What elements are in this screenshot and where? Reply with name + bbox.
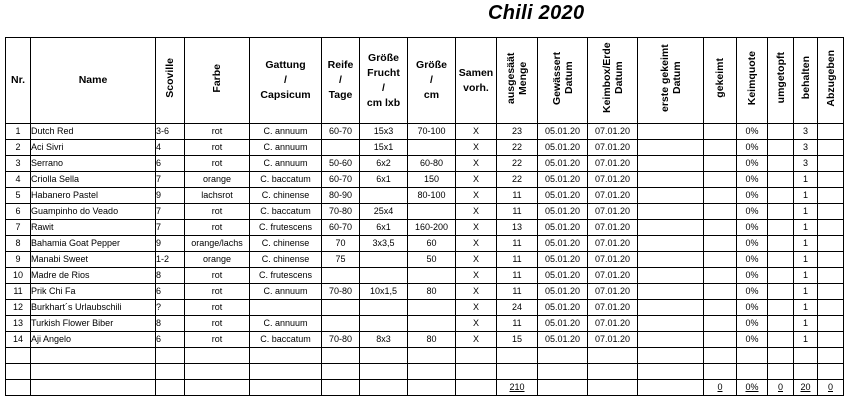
cell-umgetopft bbox=[768, 252, 794, 268]
cell-gewaessert: 05.01.20 bbox=[538, 300, 588, 316]
cell-farbe: rot bbox=[185, 220, 250, 236]
cell-name: Dutch Red bbox=[31, 124, 156, 140]
cell-gattung: C. chinense bbox=[250, 188, 322, 204]
cell-gekeimt bbox=[704, 156, 737, 172]
cell-erste-gekeimt bbox=[638, 236, 704, 252]
cell-erste-gekeimt bbox=[638, 252, 704, 268]
cell-behalten: 1 bbox=[794, 332, 818, 348]
cell-nr: 2 bbox=[6, 140, 31, 156]
header-keimquote: Keimquote bbox=[737, 38, 768, 124]
cell-gewaessert: 05.01.20 bbox=[538, 188, 588, 204]
cell-groesse bbox=[408, 300, 456, 316]
header-ausgesaet: ausgesäät Menge bbox=[497, 38, 538, 124]
cell-behalten: 3 bbox=[794, 156, 818, 172]
cell-umgetopft bbox=[768, 172, 794, 188]
cell-groesse: 70-100 bbox=[408, 124, 456, 140]
cell-farbe: rot bbox=[185, 284, 250, 300]
cell-behalten: 1 bbox=[794, 188, 818, 204]
cell-behalten: 1 bbox=[794, 252, 818, 268]
cell-abzugeben bbox=[818, 300, 844, 316]
cell-nr: 9 bbox=[6, 252, 31, 268]
cell-scoville: 3-6 bbox=[156, 124, 185, 140]
cell-samen: X bbox=[456, 172, 497, 188]
cell-samen: X bbox=[456, 236, 497, 252]
table-row bbox=[6, 140, 844, 156]
cell-groesse: 150 bbox=[408, 172, 456, 188]
cell-gattung: C. chinense bbox=[250, 252, 322, 268]
cell-keimquote: 0% bbox=[737, 300, 768, 316]
cell-behalten: 1 bbox=[794, 172, 818, 188]
cell-nr: 4 bbox=[6, 172, 31, 188]
cell-keimbox: 07.01.20 bbox=[588, 156, 638, 172]
table-row bbox=[6, 156, 844, 172]
cell-samen: X bbox=[456, 188, 497, 204]
cell-erste-gekeimt bbox=[638, 316, 704, 332]
cell-frucht: 6x1 bbox=[360, 220, 408, 236]
cell-erste-gekeimt bbox=[638, 172, 704, 188]
cell-name: Serrano bbox=[31, 156, 156, 172]
cell-umgetopft bbox=[768, 204, 794, 220]
cell-abzugeben bbox=[818, 220, 844, 236]
cell-samen: X bbox=[456, 268, 497, 284]
cell-nr: 6 bbox=[6, 204, 31, 220]
cell-gewaessert: 05.01.20 bbox=[538, 284, 588, 300]
cell-reife: 80-90 bbox=[322, 188, 360, 204]
cell-reife: 70-80 bbox=[322, 204, 360, 220]
cell-samen: X bbox=[456, 204, 497, 220]
cell-keimbox: 07.01.20 bbox=[588, 236, 638, 252]
cell-gattung: C. frutescens bbox=[250, 268, 322, 284]
header-name: Name bbox=[31, 38, 156, 124]
table-row bbox=[6, 284, 844, 300]
cell-nr: 12 bbox=[6, 300, 31, 316]
cell-gekeimt bbox=[704, 124, 737, 140]
cell-erste-gekeimt bbox=[638, 140, 704, 156]
cell-menge: 11 bbox=[497, 316, 538, 332]
cell-samen: X bbox=[456, 140, 497, 156]
cell-behalten: 1 bbox=[794, 284, 818, 300]
cell-groesse: 80-100 bbox=[408, 188, 456, 204]
cell-farbe: rot bbox=[185, 156, 250, 172]
cell-gekeimt bbox=[704, 284, 737, 300]
cell-gewaessert: 05.01.20 bbox=[538, 220, 588, 236]
header-groesse-frucht: Größe Frucht / cm lxb bbox=[360, 38, 408, 124]
cell-gattung: C. annuum bbox=[250, 124, 322, 140]
cell-gekeimt bbox=[704, 140, 737, 156]
cell-reife: 60-70 bbox=[322, 172, 360, 188]
cell-reife: 70 bbox=[322, 236, 360, 252]
cell-gattung: C. annuum bbox=[250, 284, 322, 300]
cell-nr: 3 bbox=[6, 156, 31, 172]
cell-erste-gekeimt bbox=[638, 156, 704, 172]
cell-keimbox: 07.01.20 bbox=[588, 284, 638, 300]
cell-farbe: rot bbox=[185, 204, 250, 220]
cell-abzugeben bbox=[818, 140, 844, 156]
cell-gekeimt bbox=[704, 268, 737, 284]
cell-reife: 70-80 bbox=[322, 284, 360, 300]
cell-frucht: 15x3 bbox=[360, 124, 408, 140]
cell-gekeimt bbox=[704, 300, 737, 316]
cell-gattung: C. baccatum bbox=[250, 204, 322, 220]
header-scoville: Scoville bbox=[156, 38, 185, 124]
cell-erste-gekeimt bbox=[638, 220, 704, 236]
cell-samen: X bbox=[456, 252, 497, 268]
cell-gekeimt bbox=[704, 316, 737, 332]
cell-gattung: C. baccatum bbox=[250, 172, 322, 188]
cell-gewaessert: 05.01.20 bbox=[538, 236, 588, 252]
cell-umgetopft bbox=[768, 316, 794, 332]
cell-gattung: C. frutescens bbox=[250, 220, 322, 236]
cell-frucht: 3x3,5 bbox=[360, 236, 408, 252]
cell-keimbox: 07.01.20 bbox=[588, 220, 638, 236]
cell-samen: X bbox=[456, 284, 497, 300]
cell-umgetopft bbox=[768, 140, 794, 156]
cell-keimbox: 07.01.20 bbox=[588, 188, 638, 204]
cell-erste-gekeimt bbox=[638, 268, 704, 284]
totals-row bbox=[6, 380, 844, 396]
cell-keimquote: 0% bbox=[737, 316, 768, 332]
cell-frucht: 8x3 bbox=[360, 332, 408, 348]
cell-samen: X bbox=[456, 156, 497, 172]
cell-scoville: 1-2 bbox=[156, 252, 185, 268]
header-gewaessert: Gewässert Datum bbox=[538, 38, 588, 124]
table-footer bbox=[6, 348, 844, 396]
cell-abzugeben bbox=[818, 188, 844, 204]
cell-erste-gekeimt bbox=[638, 204, 704, 220]
cell-umgetopft bbox=[768, 284, 794, 300]
cell-behalten: 1 bbox=[794, 236, 818, 252]
cell-samen: X bbox=[456, 300, 497, 316]
cell-keimbox: 07.01.20 bbox=[588, 204, 638, 220]
total-behalten: 20 bbox=[794, 380, 818, 396]
header-samen: Samen vorh. bbox=[456, 38, 497, 124]
table-row bbox=[6, 316, 844, 332]
cell-gattung: C. baccatum bbox=[250, 332, 322, 348]
cell-keimquote: 0% bbox=[737, 252, 768, 268]
cell-menge: 11 bbox=[497, 188, 538, 204]
cell-keimbox: 07.01.20 bbox=[588, 268, 638, 284]
cell-nr: 14 bbox=[6, 332, 31, 348]
cell-behalten: 1 bbox=[794, 268, 818, 284]
cell-farbe: orange bbox=[185, 252, 250, 268]
cell-abzugeben bbox=[818, 316, 844, 332]
cell-name: Guampinho do Veado bbox=[31, 204, 156, 220]
cell-keimbox: 07.01.20 bbox=[588, 172, 638, 188]
cell-keimquote: 0% bbox=[737, 332, 768, 348]
cell-scoville: 6 bbox=[156, 156, 185, 172]
cell-groesse: 60-80 bbox=[408, 156, 456, 172]
header-reife: Reife / Tage bbox=[322, 38, 360, 124]
cell-erste-gekeimt bbox=[638, 332, 704, 348]
cell-scoville: 8 bbox=[156, 316, 185, 332]
cell-umgetopft bbox=[768, 156, 794, 172]
cell-erste-gekeimt bbox=[638, 300, 704, 316]
cell-gattung: C. annuum bbox=[250, 156, 322, 172]
cell-keimquote: 0% bbox=[737, 220, 768, 236]
cell-reife: 50-60 bbox=[322, 156, 360, 172]
cell-reife bbox=[322, 316, 360, 332]
cell-farbe: rot bbox=[185, 140, 250, 156]
cell-erste-gekeimt bbox=[638, 124, 704, 140]
cell-gewaessert: 05.01.20 bbox=[538, 268, 588, 284]
cell-groesse: 80 bbox=[408, 284, 456, 300]
cell-scoville: 6 bbox=[156, 284, 185, 300]
cell-gewaessert: 05.01.20 bbox=[538, 316, 588, 332]
cell-menge: 11 bbox=[497, 284, 538, 300]
table-row bbox=[6, 124, 844, 140]
table-row bbox=[6, 252, 844, 268]
cell-menge: 22 bbox=[497, 156, 538, 172]
cell-behalten: 1 bbox=[794, 316, 818, 332]
cell-samen: X bbox=[456, 316, 497, 332]
cell-name: Madre de Rios bbox=[31, 268, 156, 284]
cell-samen: X bbox=[456, 124, 497, 140]
cell-reife bbox=[322, 140, 360, 156]
cell-name: Rawit bbox=[31, 220, 156, 236]
cell-samen: X bbox=[456, 332, 497, 348]
cell-name: Habanero Pastel bbox=[31, 188, 156, 204]
cell-farbe: rot bbox=[185, 316, 250, 332]
cell-reife: 60-70 bbox=[322, 220, 360, 236]
cell-gattung bbox=[250, 300, 322, 316]
cell-farbe: lachsrot bbox=[185, 188, 250, 204]
cell-keimbox: 07.01.20 bbox=[588, 124, 638, 140]
table-body bbox=[6, 124, 844, 348]
cell-frucht bbox=[360, 252, 408, 268]
cell-frucht: 6x2 bbox=[360, 156, 408, 172]
cell-keimbox: 07.01.20 bbox=[588, 332, 638, 348]
cell-menge: 15 bbox=[497, 332, 538, 348]
cell-scoville: ? bbox=[156, 300, 185, 316]
cell-name: Aji Angelo bbox=[31, 332, 156, 348]
cell-abzugeben bbox=[818, 172, 844, 188]
cell-groesse: 160-200 bbox=[408, 220, 456, 236]
cell-umgetopft bbox=[768, 300, 794, 316]
cell-gekeimt bbox=[704, 252, 737, 268]
cell-keimquote: 0% bbox=[737, 140, 768, 156]
cell-farbe: rot bbox=[185, 124, 250, 140]
cell-farbe: rot bbox=[185, 268, 250, 284]
total-menge: 210 bbox=[497, 380, 538, 396]
cell-menge: 22 bbox=[497, 172, 538, 188]
header-abzugeben: Abzugeben bbox=[818, 38, 844, 124]
cell-name: Criolla Sella bbox=[31, 172, 156, 188]
cell-reife bbox=[322, 300, 360, 316]
header-farbe: Farbe bbox=[185, 38, 250, 124]
cell-abzugeben bbox=[818, 204, 844, 220]
cell-keimquote: 0% bbox=[737, 268, 768, 284]
cell-groesse: 50 bbox=[408, 252, 456, 268]
cell-umgetopft bbox=[768, 188, 794, 204]
cell-reife: 75 bbox=[322, 252, 360, 268]
cell-menge: 11 bbox=[497, 268, 538, 284]
cell-menge: 24 bbox=[497, 300, 538, 316]
cell-gewaessert: 05.01.20 bbox=[538, 252, 588, 268]
cell-keimbox: 07.01.20 bbox=[588, 316, 638, 332]
cell-keimquote: 0% bbox=[737, 284, 768, 300]
table-row bbox=[6, 236, 844, 252]
header-groesse: Größe / cm bbox=[408, 38, 456, 124]
cell-nr: 13 bbox=[6, 316, 31, 332]
cell-gekeimt bbox=[704, 188, 737, 204]
cell-gewaessert: 05.01.20 bbox=[538, 332, 588, 348]
cell-scoville: 7 bbox=[156, 172, 185, 188]
cell-menge: 23 bbox=[497, 124, 538, 140]
cell-gattung: C. annuum bbox=[250, 140, 322, 156]
cell-nr: 8 bbox=[6, 236, 31, 252]
cell-frucht: 25x4 bbox=[360, 204, 408, 220]
cell-frucht bbox=[360, 300, 408, 316]
cell-groesse bbox=[408, 316, 456, 332]
cell-umgetopft bbox=[768, 236, 794, 252]
cell-farbe: rot bbox=[185, 300, 250, 316]
empty-row bbox=[6, 348, 844, 364]
cell-samen: X bbox=[456, 220, 497, 236]
cell-gekeimt bbox=[704, 220, 737, 236]
cell-farbe: rot bbox=[185, 332, 250, 348]
cell-keimquote: 0% bbox=[737, 124, 768, 140]
cell-gekeimt bbox=[704, 172, 737, 188]
header-nr: Nr. bbox=[6, 38, 31, 124]
cell-gekeimt bbox=[704, 332, 737, 348]
cell-groesse: 80 bbox=[408, 332, 456, 348]
cell-scoville: 9 bbox=[156, 188, 185, 204]
table-row bbox=[6, 332, 844, 348]
cell-keimbox: 07.01.20 bbox=[588, 140, 638, 156]
cell-frucht bbox=[360, 188, 408, 204]
cell-abzugeben bbox=[818, 332, 844, 348]
cell-keimbox: 07.01.20 bbox=[588, 252, 638, 268]
header-erste-gekeimt: erste gekeimt Datum bbox=[638, 38, 704, 124]
cell-reife: 70-80 bbox=[322, 332, 360, 348]
header-gattung: Gattung / Capsicum bbox=[250, 38, 322, 124]
cell-erste-gekeimt bbox=[638, 188, 704, 204]
cell-menge: 13 bbox=[497, 220, 538, 236]
table-row bbox=[6, 204, 844, 220]
cell-abzugeben bbox=[818, 124, 844, 140]
cell-groesse bbox=[408, 140, 456, 156]
header-behalten: behalten bbox=[794, 38, 818, 124]
cell-keimbox: 07.01.20 bbox=[588, 300, 638, 316]
cell-umgetopft bbox=[768, 332, 794, 348]
cell-behalten: 1 bbox=[794, 300, 818, 316]
cell-scoville: 7 bbox=[156, 204, 185, 220]
cell-abzugeben bbox=[818, 284, 844, 300]
cell-frucht: 6x1 bbox=[360, 172, 408, 188]
cell-behalten: 1 bbox=[794, 220, 818, 236]
cell-nr: 7 bbox=[6, 220, 31, 236]
cell-gattung: C. annuum bbox=[250, 316, 322, 332]
cell-abzugeben bbox=[818, 252, 844, 268]
cell-nr: 10 bbox=[6, 268, 31, 284]
cell-gewaessert: 05.01.20 bbox=[538, 204, 588, 220]
cell-farbe: orange/lachs bbox=[185, 236, 250, 252]
cell-umgetopft bbox=[768, 268, 794, 284]
cell-menge: 22 bbox=[497, 140, 538, 156]
cell-nr: 5 bbox=[6, 188, 31, 204]
cell-reife bbox=[322, 268, 360, 284]
cell-keimquote: 0% bbox=[737, 172, 768, 188]
cell-farbe: orange bbox=[185, 172, 250, 188]
header-gekeimt: gekeimt bbox=[704, 38, 737, 124]
table-row bbox=[6, 220, 844, 236]
cell-menge: 11 bbox=[497, 236, 538, 252]
cell-reife: 60-70 bbox=[322, 124, 360, 140]
cell-name: Prik Chi Fa bbox=[31, 284, 156, 300]
total-umgetopft: 0 bbox=[768, 380, 794, 396]
cell-gattung: C. chinense bbox=[250, 236, 322, 252]
cell-frucht bbox=[360, 268, 408, 284]
cell-abzugeben bbox=[818, 236, 844, 252]
cell-name: Burkhart´s Urlaubschili bbox=[31, 300, 156, 316]
cell-behalten: 3 bbox=[794, 140, 818, 156]
total-gekeimt: 0 bbox=[704, 380, 737, 396]
table-row bbox=[6, 268, 844, 284]
cell-scoville: 6 bbox=[156, 332, 185, 348]
cell-umgetopft bbox=[768, 220, 794, 236]
header-umgetopft: umgetopft bbox=[768, 38, 794, 124]
table-row bbox=[6, 300, 844, 316]
cell-menge: 11 bbox=[497, 252, 538, 268]
table-row bbox=[6, 172, 844, 188]
cell-gekeimt bbox=[704, 204, 737, 220]
table-row bbox=[6, 188, 844, 204]
cell-gewaessert: 05.01.20 bbox=[538, 124, 588, 140]
cell-groesse: 60 bbox=[408, 236, 456, 252]
cell-scoville: 8 bbox=[156, 268, 185, 284]
cell-abzugeben bbox=[818, 268, 844, 284]
cell-keimquote: 0% bbox=[737, 188, 768, 204]
cell-keimquote: 0% bbox=[737, 156, 768, 172]
cell-name: Bahamia Goat Pepper bbox=[31, 236, 156, 252]
header-row bbox=[6, 38, 844, 124]
cell-nr: 1 bbox=[6, 124, 31, 140]
cell-groesse bbox=[408, 204, 456, 220]
cell-gewaessert: 05.01.20 bbox=[538, 140, 588, 156]
total-keimquote: 0% bbox=[737, 380, 768, 396]
cell-gekeimt bbox=[704, 236, 737, 252]
header-keimbox: Keimbox/Erde Datum bbox=[588, 38, 638, 124]
cell-frucht bbox=[360, 316, 408, 332]
cell-behalten: 3 bbox=[794, 124, 818, 140]
cell-behalten: 1 bbox=[794, 204, 818, 220]
cell-keimquote: 0% bbox=[737, 204, 768, 220]
cell-gewaessert: 05.01.20 bbox=[538, 156, 588, 172]
cell-name: Manabi Sweet bbox=[31, 252, 156, 268]
chili-table bbox=[5, 37, 844, 396]
cell-scoville: 4 bbox=[156, 140, 185, 156]
cell-frucht: 10x1,5 bbox=[360, 284, 408, 300]
cell-frucht: 15x1 bbox=[360, 140, 408, 156]
sheet-title: Chili 2020 bbox=[488, 2, 585, 24]
cell-erste-gekeimt bbox=[638, 284, 704, 300]
empty-row bbox=[6, 364, 844, 380]
cell-abzugeben bbox=[818, 156, 844, 172]
cell-gewaessert: 05.01.20 bbox=[538, 172, 588, 188]
cell-name: Aci Sivri bbox=[31, 140, 156, 156]
cell-name: Turkish Flower Biber bbox=[31, 316, 156, 332]
cell-groesse bbox=[408, 268, 456, 284]
cell-keimquote: 0% bbox=[737, 236, 768, 252]
total-abzugeben: 0 bbox=[818, 380, 844, 396]
cell-menge: 11 bbox=[497, 204, 538, 220]
cell-nr: 11 bbox=[6, 284, 31, 300]
cell-scoville: 9 bbox=[156, 236, 185, 252]
cell-umgetopft bbox=[768, 124, 794, 140]
cell-scoville: 7 bbox=[156, 220, 185, 236]
